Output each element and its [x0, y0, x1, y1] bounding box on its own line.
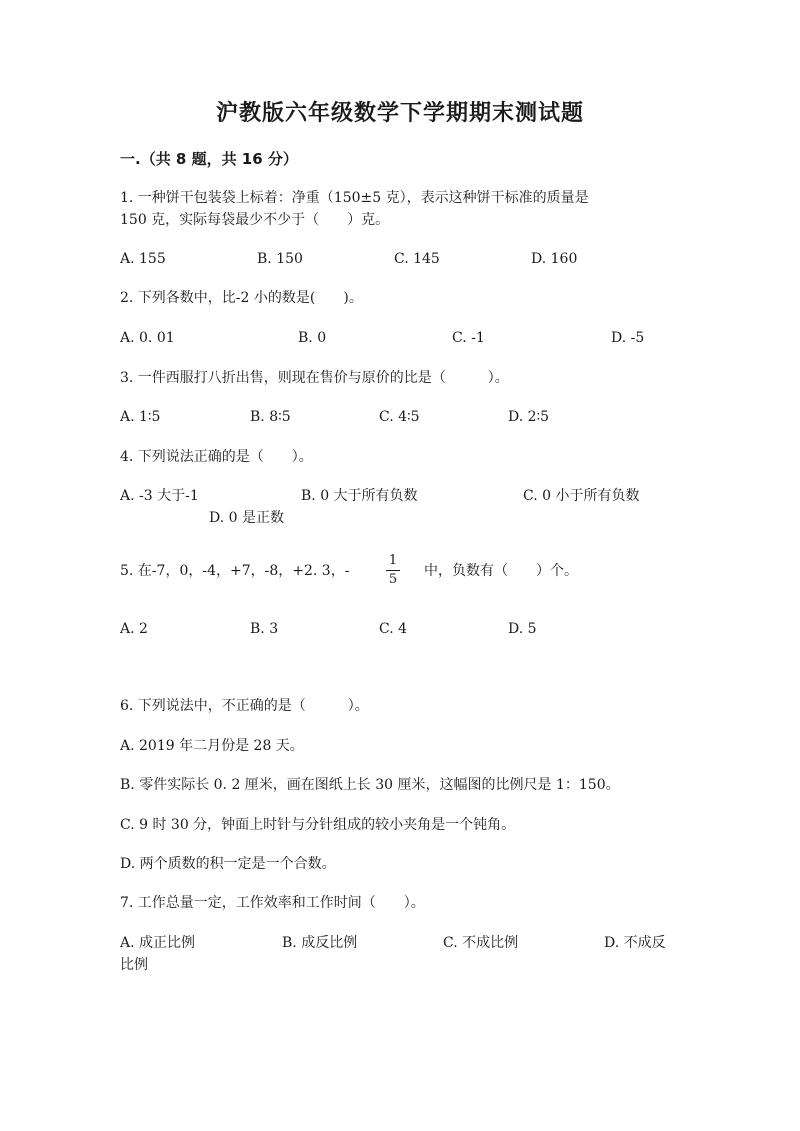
question-1-option-c: C. 145: [394, 251, 440, 267]
question-5-suffix: 中，负数有（ ）个。: [424, 563, 578, 579]
question-6-option-a: A. 2019 年二月份是 28 天。: [120, 738, 304, 754]
question-2-option-c: C. -1: [452, 330, 485, 346]
question-7-option-a: A. 成正比例: [120, 935, 196, 951]
section-heading: 一.（共 8 题，共 16 分）: [120, 150, 298, 168]
fraction-bar: [386, 570, 400, 571]
fraction-one-fifth: [386, 554, 400, 587]
question-4-line-1: 4. 下列说法正确的是（ ）。: [120, 449, 313, 465]
question-2-option-a: A. 0. 01: [120, 330, 175, 346]
question-4-option-b: B. 0 大于所有负数: [301, 488, 418, 504]
question-4-option-a: A. -3 大于-1: [120, 488, 199, 504]
fraction-numerator: 1: [388, 553, 398, 568]
question-1-line-2: 150 克，实际每袋最少不少于（ ）克。: [120, 212, 390, 228]
question-5-option-b: B. 3: [250, 621, 279, 637]
question-2-line-1: 2. 下列各数中，比-2 小的数是( )。: [120, 290, 363, 306]
question-3-option-b: B. 8∶5: [250, 409, 291, 425]
question-2-option-d: D. -5: [611, 330, 645, 346]
question-3-option-d: D. 2∶5: [508, 409, 550, 425]
question-5-prefix: 5. 在-7，0，-4，+7，-8，+2. 3，-: [120, 563, 350, 579]
question-1-option-d: D. 160: [531, 251, 578, 267]
question-3-option-a: A. 1∶5: [120, 409, 161, 425]
question-1-line-1: 1. 一种饼干包装袋上标着：净重（150±5 克），表示这种饼干标准的质量是: [120, 190, 589, 206]
question-6-line-1: 6. 下列说法中，不正确的是（ ）。: [120, 698, 369, 714]
question-3-option-c: C. 4∶5: [379, 409, 420, 425]
question-7-option-d: D. 不成反: [604, 935, 666, 951]
question-4-option-d: D. 0 是正数: [209, 510, 284, 526]
question-1-option-a: A. 155: [120, 251, 166, 267]
question-7-line-1: 7. 工作总量一定，工作效率和工作时间（ ）。: [120, 895, 425, 911]
question-7-option-d-wrap: 比例: [120, 957, 148, 973]
question-5-option-a: A. 2: [120, 621, 148, 637]
question-2-option-b: B. 0: [298, 330, 327, 346]
question-7-option-c: C. 不成比例: [443, 935, 519, 951]
fraction-denominator: 5: [388, 572, 398, 587]
question-6-option-c: C. 9 时 30 分，钟面上时针与分针组成的较小夹角是一个钝角。: [120, 817, 516, 833]
question-7-option-b: B. 成反比例: [282, 935, 358, 951]
question-4-option-c: C. 0 小于所有负数: [523, 488, 640, 504]
question-5-option-d: D. 5: [508, 621, 537, 637]
question-6-option-d: D. 两个质数的积一定是一个合数。: [120, 856, 336, 872]
question-3-line-1: 3. 一件西服打八折出售，则现在售价与原价的比是（ ）。: [120, 370, 509, 386]
question-5-option-c: C. 4: [379, 621, 408, 637]
page-title: 沪教版六年级数学下学期期末测试题: [215, 101, 584, 126]
question-1-option-b: B. 150: [257, 251, 303, 267]
question-6-option-b: B. 零件实际长 0. 2 厘米，画在图纸上长 30 厘米，这幅图的比例尺是 1：150。: [120, 777, 620, 793]
